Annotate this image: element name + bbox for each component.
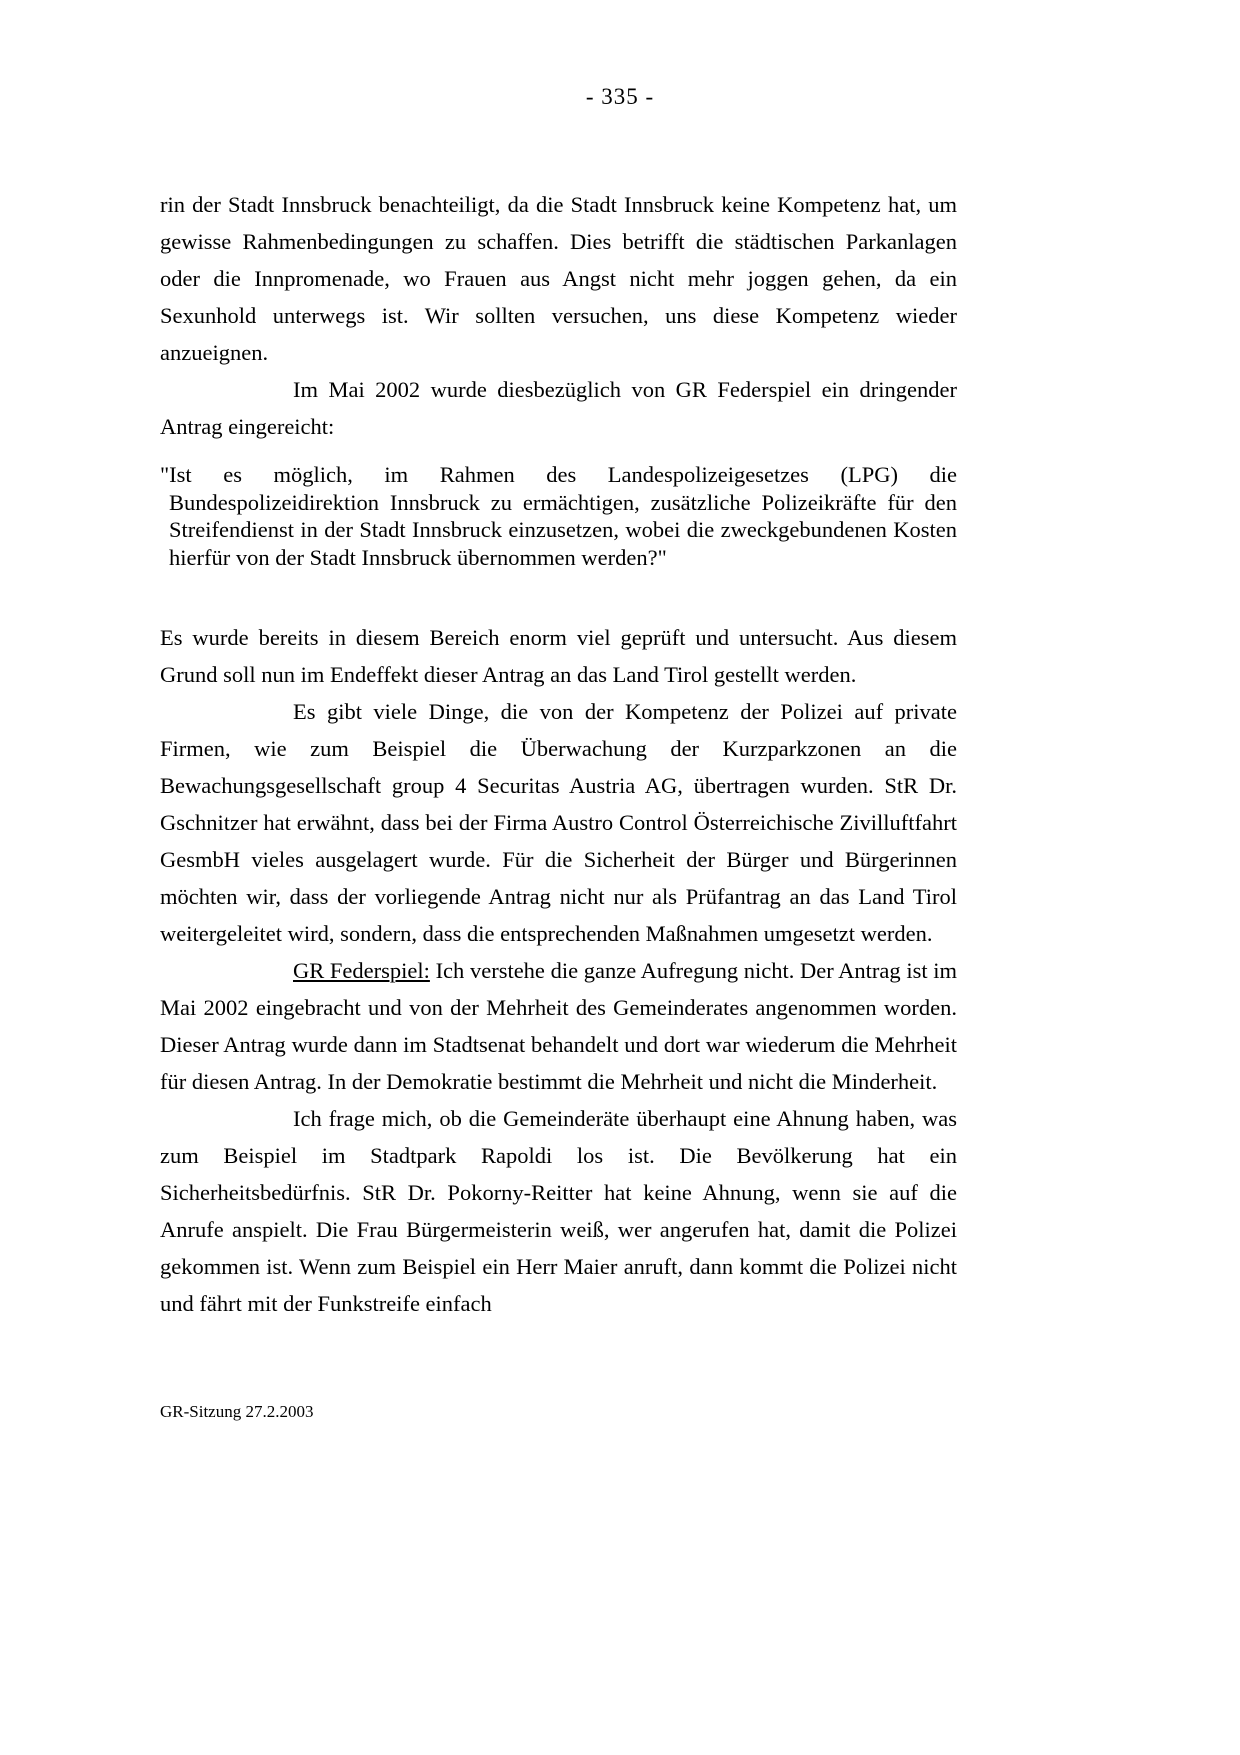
paragraph: Es wurde bereits in diesem Bereich enorm viel geprüft und untersucht. Aus diesem Grund soll nun im Endeffekt dieser Antrag an das Land Tirol gestellt werden. [160,625,957,687]
text-block [160,186,957,1322]
speaker-name: GR Federspiel: [293,958,430,983]
paragraph: Ich frage mich, ob die Gemeinderäte überhaupt eine Ahnung haben, was zum Beispiel im Stadtpark Rapoldi los ist. Die Bevölkerung hat ein Sicherheitsbedürfnis. StR Dr. Pokorny-Reitter hat keine Ahnung, wenn sie auf die Anrufe anspielt. Die Frau Bürgermeisterin weiß, wer angerufen hat, damit die Polizei gekommen ist. Wenn zum Beispiel ein Herr Maier anruft, dann kommt die Polizei nicht und fährt mit der Funkstreife einfach [160,1106,957,1316]
page-number: - 335 - [585,84,655,109]
paragraph: rin der Stadt Innsbruck benachteiligt, da die Stadt Innsbruck keine Kompetenz hat, um gewisse Rahmenbedingungen zu schaffen. Dies betrifft die städtischen Parkanlagen oder die Innpromenade, wo Frauen aus Angst nicht mehr joggen gehen, da ein Sexunhold unterwegs ist. Wir sollten versuchen, uns diese Kompetenz wieder anzueignen. [160,192,957,365]
quote-block: "Ist es möglich, im Rahmen des Landespolizeigesetzes (LPG) die Bundespolizeidirektion Innsbruck zu ermächtigen, zusätzliche Polizeikräfte für den Streifendienst in der Stadt Innsbruck einzusetzen, wobei die zweckgebundenen Kosten hierfür von der Stadt Innsbruck übernommen werden?" [160,462,957,570]
paragraph [160,952,957,1100]
paragraph: Im Mai 2002 wurde diesbezüglich von GR Federspiel ein dringender Antrag eingereicht: [160,377,957,439]
paragraph-text: Ich verstehe die ganze Aufregung nicht. Der Antrag ist im Mai 2002 eingebracht und von der Mehrheit des Gemeinderates angenommen worden. Dieser Antrag wurde dann im Stadtsenat behandelt und dort war wiederum die Mehrheit für diesen Antrag. In der Demokratie bestimmt die Mehrheit und nicht die Minderheit. [160,958,957,1094]
paragraph: Es gibt viele Dinge, die von der Kompetenz der Polizei auf private Firmen, wie zum Beispiel die Überwachung der Kurzparkzonen an die Bewachungsgesellschaft group 4 Securitas Austria AG, übertragen wurden. StR Dr. Gschnitzer hat erwähnt, dass bei der Firma Austro Control Österreichische Zivilluftfahrt GesmbH vieles ausgelagert wurde. Für die Sicherheit der Bürger und Bürgerinnen möchten wir, dass der vorliegende Antrag nicht nur als Prüfantrag an das Land Tirol weitergeleitet wird, sondern, dass die entsprechenden Maßnahmen umgesetzt werden. [160,699,957,946]
footer-note: GR-Sitzung 27.2.2003 [160,1402,314,1421]
